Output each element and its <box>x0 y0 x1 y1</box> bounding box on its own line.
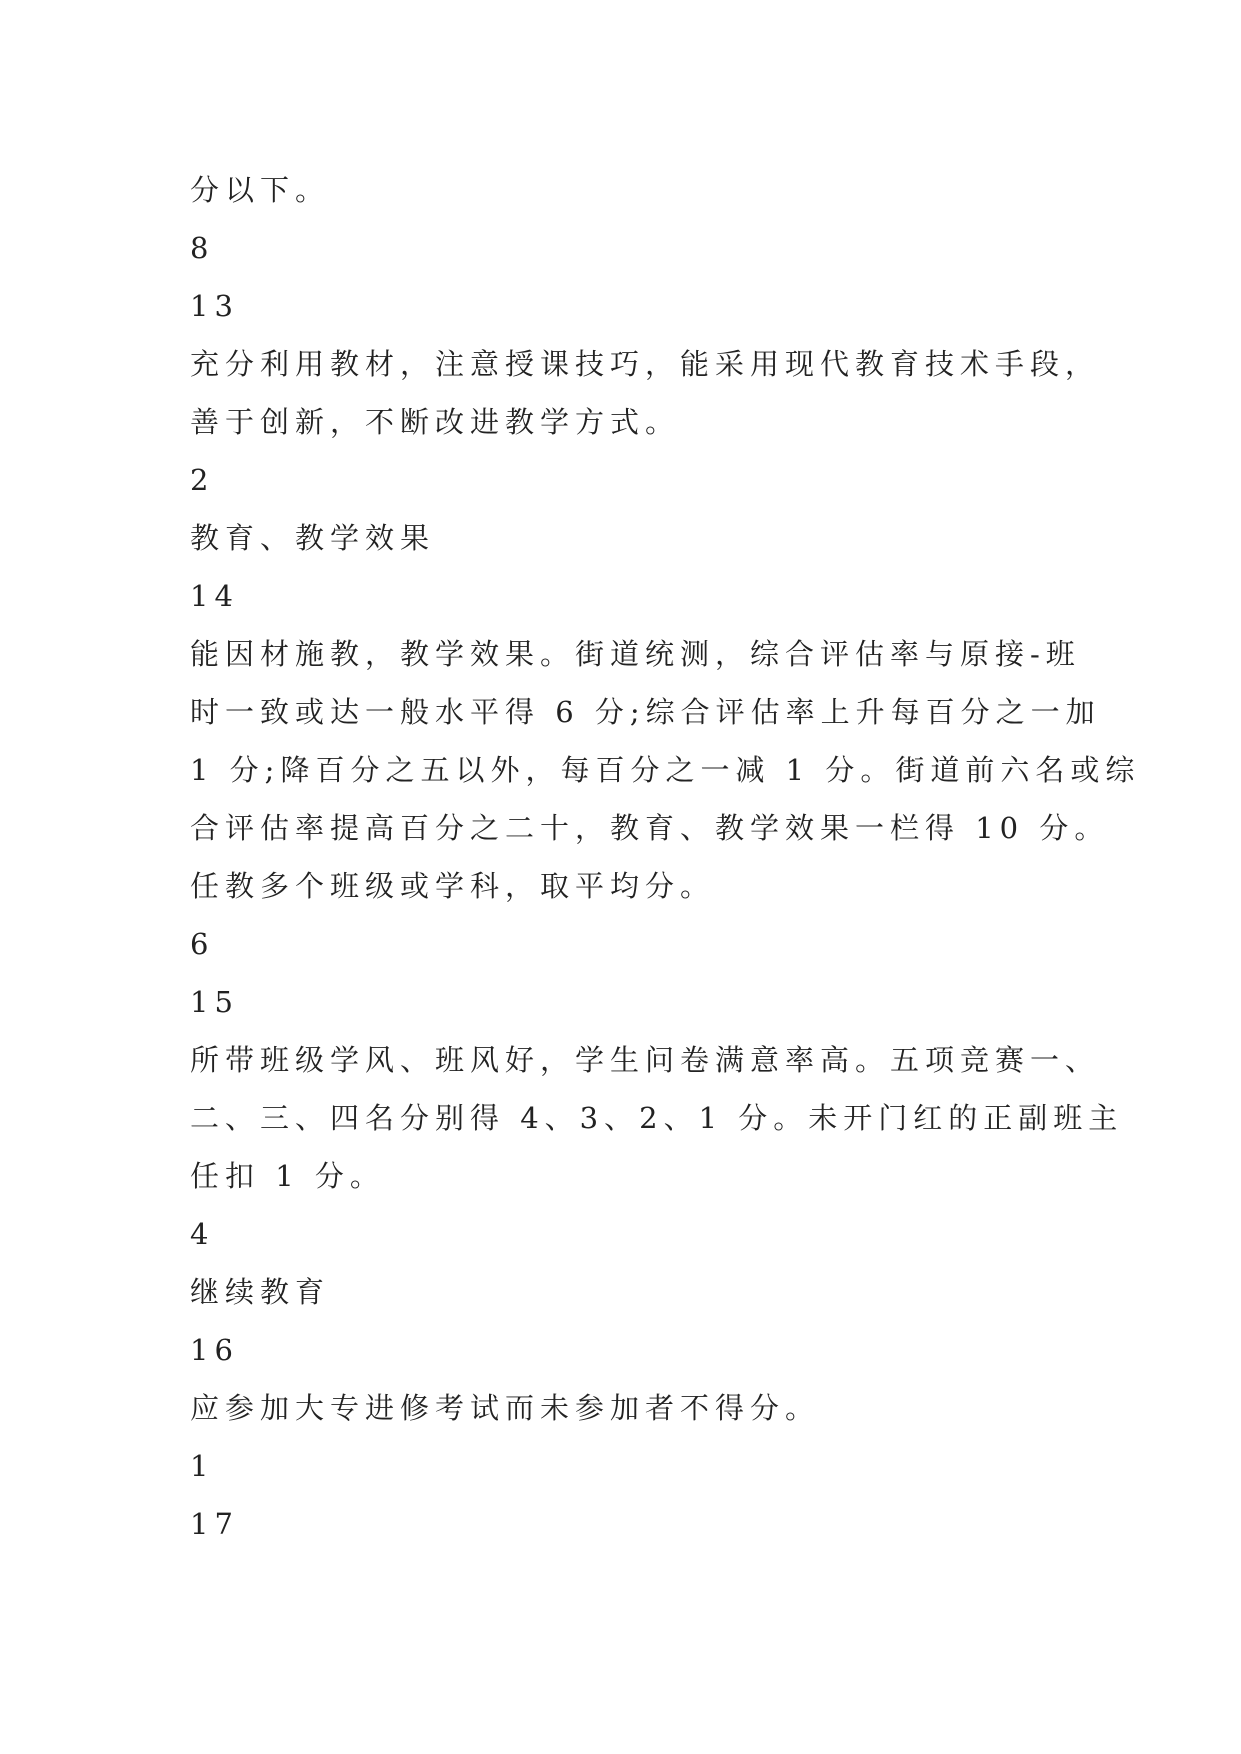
text-line: 二、三、四名分别得 4、3、2、1 分。未开门红的正副班主 <box>190 1101 1124 1135</box>
score-value: 6 <box>190 927 215 961</box>
text-line: 应参加大专进修考试而未参加者不得分。 <box>190 1391 821 1425</box>
text-line: 任教多个班级或学科，取平均分。 <box>190 869 716 903</box>
score-value: 2 <box>190 463 215 497</box>
score-value: 1 <box>190 1449 215 1483</box>
section-heading: 教育、教学效果 <box>190 521 436 555</box>
item-number: 16 <box>190 1333 239 1367</box>
text-line: 能因材施教，教学效果。街道统测，综合评估率与原接-班 <box>190 637 1081 671</box>
text-line: 时一致或达一般水平得 6 分;综合评估率上升每百分之一加 <box>190 695 1101 729</box>
document-body <box>190 161 1141 1553</box>
text-line: 任扣 1 分。 <box>190 1159 385 1193</box>
item-number: 15 <box>190 985 239 1019</box>
text-line: 善于创新，不断改进教学方式。 <box>190 405 681 439</box>
text-line: 所带班级学风、班风好，学生问卷满意率高。五项竞赛一、 <box>190 1043 1101 1077</box>
text-line: 合评估率提高百分之二十，教育、教学效果一栏得 10 分。 <box>190 811 1110 845</box>
section-heading: 继续教育 <box>190 1275 331 1309</box>
item-number: 13 <box>190 289 239 323</box>
text-line: 分以下。 <box>190 173 331 207</box>
text-line: 充分利用教材，注意授课技巧，能采用现代教育技术手段， <box>190 347 1101 381</box>
score-value: 8 <box>190 231 215 265</box>
text-line: 1 分;降百分之五以外，每百分之一减 1 分。街道前六名或综 <box>190 753 1141 787</box>
score-value: 4 <box>190 1217 215 1251</box>
item-number: 14 <box>190 579 239 613</box>
item-number: 17 <box>190 1507 239 1541</box>
